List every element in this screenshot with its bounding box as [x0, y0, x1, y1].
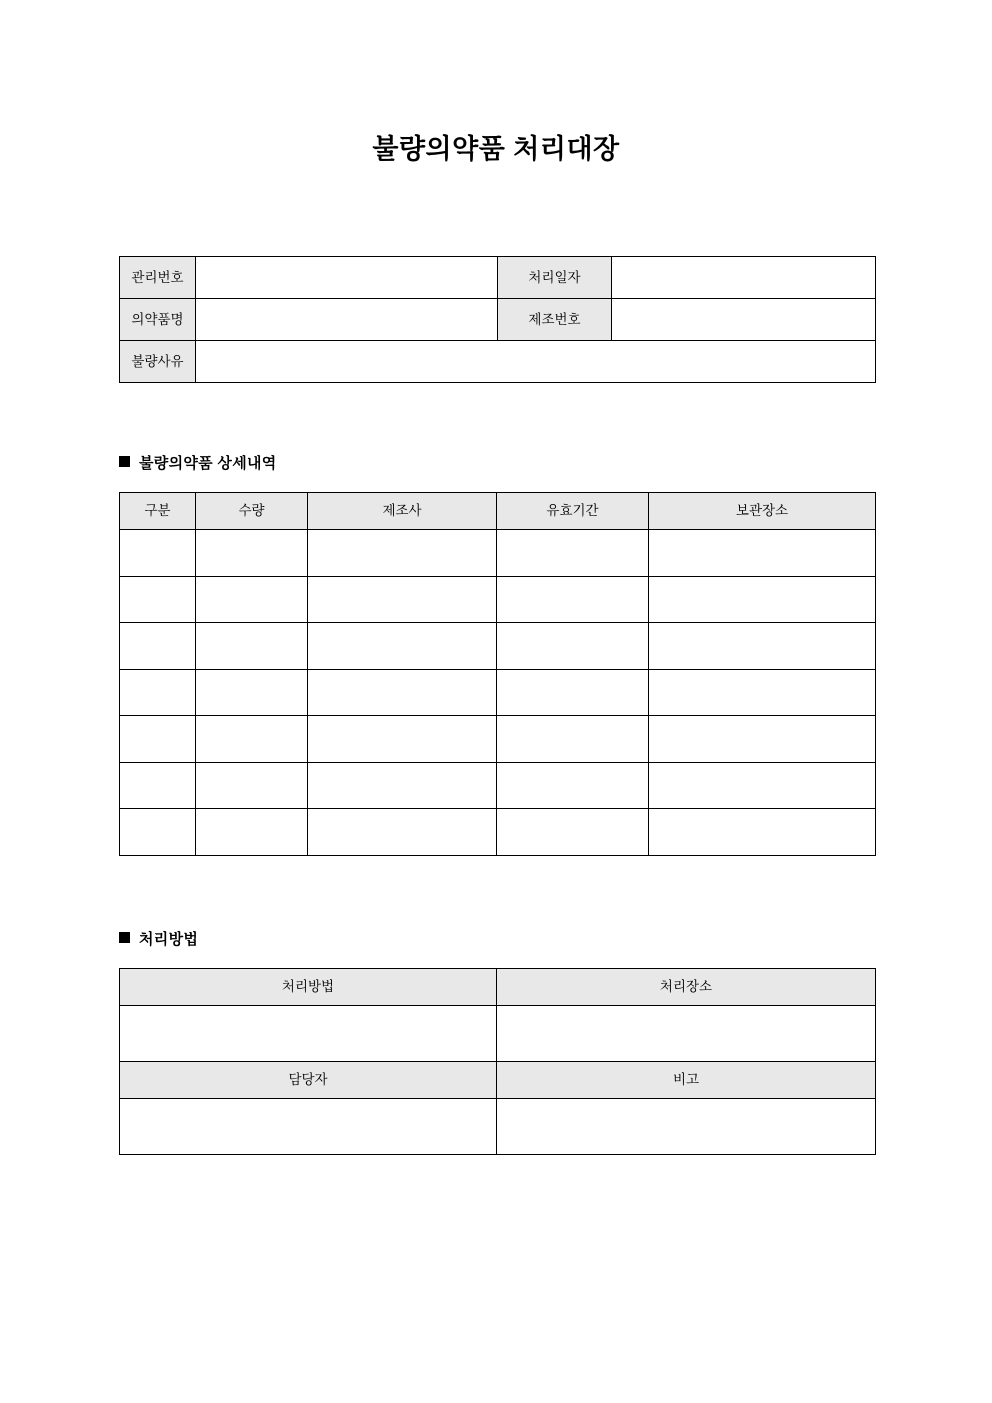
- table-row: [120, 576, 876, 623]
- cell-quantity[interactable]: [196, 809, 308, 856]
- table-row: [120, 257, 876, 299]
- cell-manufacturer[interactable]: [308, 623, 497, 670]
- detail-table: [119, 492, 876, 856]
- label-drug-name: 의약품명: [120, 299, 196, 341]
- section-heading-detail-label: 불량의약품 상세내역: [139, 455, 277, 472]
- cell-category[interactable]: [120, 716, 196, 763]
- column-header-quantity: 수량: [196, 493, 308, 530]
- section-heading-method-label: 처리방법: [139, 931, 199, 948]
- cell-category[interactable]: [120, 809, 196, 856]
- section-heading-method: [119, 928, 198, 949]
- table-header-row: [120, 1062, 876, 1099]
- cell-expiry[interactable]: [497, 576, 649, 623]
- label-defect-reason: 불량사유: [120, 341, 196, 383]
- label-disposal-date: 처리일자: [498, 257, 612, 299]
- cell-storage[interactable]: [649, 623, 876, 670]
- cell-quantity[interactable]: [196, 623, 308, 670]
- cell-manufacturer[interactable]: [308, 809, 497, 856]
- cell-expiry[interactable]: [497, 530, 649, 577]
- field-lot-number[interactable]: [612, 299, 876, 341]
- table-row: [120, 341, 876, 383]
- cell-expiry[interactable]: [497, 669, 649, 716]
- cell-quantity[interactable]: [196, 576, 308, 623]
- page-title: 불량의약품 처리대장: [372, 134, 620, 164]
- field-location[interactable]: [497, 1006, 876, 1062]
- table-header-row: [120, 493, 876, 530]
- cell-expiry[interactable]: [497, 809, 649, 856]
- basic-info-table: [119, 256, 876, 383]
- cell-quantity[interactable]: [196, 669, 308, 716]
- column-header-expiry: 유효기간: [497, 493, 649, 530]
- field-person-in-charge[interactable]: [120, 1099, 497, 1155]
- column-header-person-in-charge: 담당자: [120, 1062, 497, 1099]
- field-drug-name[interactable]: [196, 299, 498, 341]
- cell-expiry[interactable]: [497, 716, 649, 763]
- cell-manufacturer[interactable]: [308, 669, 497, 716]
- section-heading-detail: [119, 452, 277, 473]
- cell-manufacturer[interactable]: [308, 762, 497, 809]
- table-row: [120, 669, 876, 716]
- column-header-location: 처리장소: [497, 969, 876, 1006]
- field-disposal-date[interactable]: [612, 257, 876, 299]
- column-header-storage: 보관장소: [649, 493, 876, 530]
- cell-storage[interactable]: [649, 530, 876, 577]
- table-row: [120, 623, 876, 670]
- label-management-number: 관리번호: [120, 257, 196, 299]
- cell-quantity[interactable]: [196, 530, 308, 577]
- cell-manufacturer[interactable]: [308, 576, 497, 623]
- cell-quantity[interactable]: [196, 762, 308, 809]
- cell-expiry[interactable]: [497, 762, 649, 809]
- table-header-row: [120, 969, 876, 1006]
- cell-manufacturer[interactable]: [308, 530, 497, 577]
- field-remarks[interactable]: [497, 1099, 876, 1155]
- cell-category[interactable]: [120, 576, 196, 623]
- table-row: [120, 716, 876, 763]
- table-row: [120, 762, 876, 809]
- method-table: [119, 968, 876, 1155]
- table-row: [120, 1006, 876, 1062]
- column-header-category: 구분: [120, 493, 196, 530]
- cell-category[interactable]: [120, 623, 196, 670]
- cell-category[interactable]: [120, 530, 196, 577]
- column-header-remarks: 비고: [497, 1062, 876, 1099]
- cell-expiry[interactable]: [497, 623, 649, 670]
- column-header-method: 처리방법: [120, 969, 497, 1006]
- cell-storage[interactable]: [649, 716, 876, 763]
- cell-category[interactable]: [120, 669, 196, 716]
- field-defect-reason[interactable]: [196, 341, 876, 383]
- cell-storage[interactable]: [649, 669, 876, 716]
- column-header-manufacturer: 제조사: [308, 493, 497, 530]
- square-bullet-icon: [119, 932, 130, 943]
- cell-storage[interactable]: [649, 762, 876, 809]
- square-bullet-icon: [119, 456, 130, 467]
- table-row: [120, 1099, 876, 1155]
- cell-storage[interactable]: [649, 576, 876, 623]
- cell-category[interactable]: [120, 762, 196, 809]
- field-method[interactable]: [120, 1006, 497, 1062]
- cell-manufacturer[interactable]: [308, 716, 497, 763]
- label-lot-number: 제조번호: [498, 299, 612, 341]
- table-row: [120, 809, 876, 856]
- cell-storage[interactable]: [649, 809, 876, 856]
- table-row: [120, 530, 876, 577]
- table-row: [120, 299, 876, 341]
- field-management-number[interactable]: [196, 257, 498, 299]
- cell-quantity[interactable]: [196, 716, 308, 763]
